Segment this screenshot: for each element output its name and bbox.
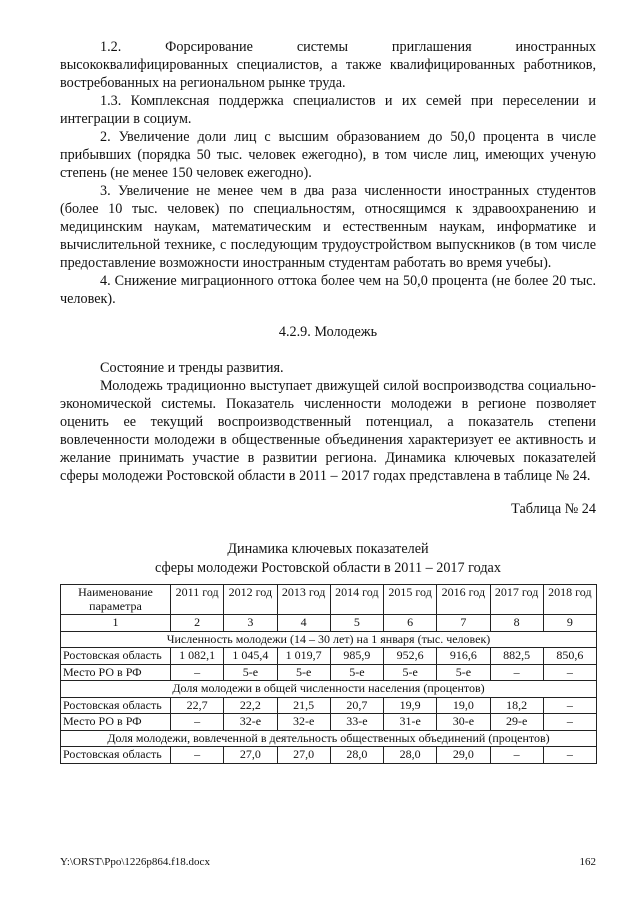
value-cell: –	[543, 747, 596, 764]
value-cell: 27,0	[277, 747, 330, 764]
value-cell: 21,5	[277, 697, 330, 714]
column-number-cell: 2	[171, 615, 224, 632]
section-heading: 4.2.9. Молодежь	[278, 324, 378, 340]
value-cell: 20,7	[330, 697, 383, 714]
table-label: Таблица № 24	[511, 501, 596, 517]
table-number-row	[61, 615, 597, 632]
value-cell: 952,6	[384, 648, 437, 665]
value-cell: 31-е	[384, 714, 437, 731]
section-title-cell: Доля молодежи в общей численности населения (процентов)	[61, 681, 597, 698]
table-row	[61, 648, 597, 665]
value-cell: 5-е	[437, 664, 490, 681]
value-cell: 19,0	[437, 697, 490, 714]
section-title-cell: Численность молодежи (14 – 30 лет) на 1 января (тыс. человек)	[61, 631, 597, 648]
table-section-row	[61, 681, 597, 698]
value-cell: –	[490, 747, 543, 764]
table-section-row	[61, 631, 597, 648]
row-label-cell: Место РО в РФ	[61, 664, 171, 681]
value-cell: 19,9	[384, 697, 437, 714]
table-caption	[60, 540, 596, 578]
header-cell: 2017 год	[490, 585, 543, 615]
row-label-cell: Ростовская область	[61, 697, 171, 714]
value-cell: –	[543, 697, 596, 714]
paragraph: 1.2. Форсирование системы приглашения иностранных высококвалифицированных специалистов, а также квалифицированных работников, востребованных на региональном рынке труда.	[60, 39, 596, 91]
value-cell: –	[171, 714, 224, 731]
file-path: Y:\ORST\Ppo\1226p864.f18.docx	[60, 856, 210, 868]
value-cell: 1 082,1	[171, 648, 224, 665]
paragraph: 2. Увеличение доли лиц с высшим образованием до 50,0 процента в числе прибывших (порядка 50 тыс. человек ежегодно), в том числе лиц, имеющих ученую степень (не менее 150 человек ежегодно).	[60, 129, 596, 181]
value-cell: 29,0	[437, 747, 490, 764]
column-number-cell: 6	[384, 615, 437, 632]
value-cell: 32-е	[224, 714, 277, 731]
table-row	[61, 714, 597, 731]
value-cell: 1 019,7	[277, 648, 330, 665]
body-text	[60, 38, 596, 308]
table-section-row	[61, 730, 597, 747]
column-number-cell: 7	[437, 615, 490, 632]
value-cell: 28,0	[330, 747, 383, 764]
value-cell: 5-е	[224, 664, 277, 681]
value-cell: –	[490, 664, 543, 681]
value-cell: 28,0	[384, 747, 437, 764]
value-cell: 32-е	[277, 714, 330, 731]
value-cell: 5-е	[330, 664, 383, 681]
value-cell: 850,6	[543, 648, 596, 665]
value-cell: 882,5	[490, 648, 543, 665]
header-cell: 2016 год	[437, 585, 490, 615]
table-header-row	[61, 585, 597, 615]
value-cell: 30-е	[437, 714, 490, 731]
document-page	[60, 38, 596, 764]
table-row	[61, 747, 597, 764]
paragraph: 1.3. Комплексная поддержка специалистов и их семей при переселении и интеграции в социум.	[60, 93, 596, 127]
paragraph: 3. Увеличение не менее чем в два раза численности иностранных студентов (более 10 тыс. человек) по специальностям, относящимся к здравоохранению и медицинским наукам, математическим и естественным наукам, информатике и вычислительной технике, с последующим трудоустройством выпускников (в том числе предоставление возможности иностранным студентам работать во время учебы).	[60, 183, 596, 271]
paragraph: 4. Снижение миграционного оттока более чем на 50,0 процента (не более 20 тыс. человек).	[60, 273, 596, 307]
value-cell: 33-е	[330, 714, 383, 731]
value-cell: 1 045,4	[224, 648, 277, 665]
page-number: 162	[579, 856, 596, 868]
value-cell: 985,9	[330, 648, 383, 665]
data-table	[60, 584, 597, 764]
value-cell: 5-е	[277, 664, 330, 681]
value-cell: 27,0	[224, 747, 277, 764]
header-cell: 2011 год	[171, 585, 224, 615]
page-footer	[60, 856, 596, 868]
row-label-cell: Место РО в РФ	[61, 714, 171, 731]
section-title-cell: Доля молодежи, вовлеченной в деятельность общественных объединений (процентов)	[61, 730, 597, 747]
header-cell: 2018 год	[543, 585, 596, 615]
table-caption-line: сферы молодежи Ростовской области в 2011 – 2017 годах	[155, 560, 501, 576]
column-number-cell: 3	[224, 615, 277, 632]
value-cell: 22,2	[224, 697, 277, 714]
column-number-cell: 1	[61, 615, 171, 632]
table-caption-line: Динамика ключевых показателей	[227, 541, 429, 557]
paragraph: Состояние и тренды развития.	[100, 360, 284, 376]
intro-text	[60, 359, 596, 485]
value-cell: –	[543, 714, 596, 731]
header-cell: 2015 год	[384, 585, 437, 615]
value-cell: 5-е	[384, 664, 437, 681]
header-cell: 2014 год	[330, 585, 383, 615]
value-cell: –	[171, 747, 224, 764]
row-label-cell: Ростовская область	[61, 747, 171, 764]
row-label-cell: Ростовская область	[61, 648, 171, 665]
value-cell: 22,7	[171, 697, 224, 714]
value-cell: 916,6	[437, 648, 490, 665]
value-cell: 18,2	[490, 697, 543, 714]
column-number-cell: 4	[277, 615, 330, 632]
column-number-cell: 8	[490, 615, 543, 632]
table-row	[61, 664, 597, 681]
header-cell: 2013 год	[277, 585, 330, 615]
value-cell: –	[543, 664, 596, 681]
column-number-cell: 5	[330, 615, 383, 632]
table-row	[61, 697, 597, 714]
paragraph: Молодежь традиционно выступает движущей силой воспроизводства социально-экономической системы. Показатель численности молодежи в регионе позволяет оценить ее текущий воспроизводственный потенциал, а показатель степени вовлеченности молодежи в общественные объединения характеризует ее активность и желание принимать участие в развитии региона. Динамика ключевых показателей сферы молодежи Ростовской области в 2011 – 2017 годах представлена в таблице № 24.	[60, 378, 596, 484]
value-cell: 29-е	[490, 714, 543, 731]
value-cell: –	[171, 664, 224, 681]
column-number-cell: 9	[543, 615, 596, 632]
header-cell: Наименование параметра	[61, 585, 171, 615]
header-cell: 2012 год	[224, 585, 277, 615]
